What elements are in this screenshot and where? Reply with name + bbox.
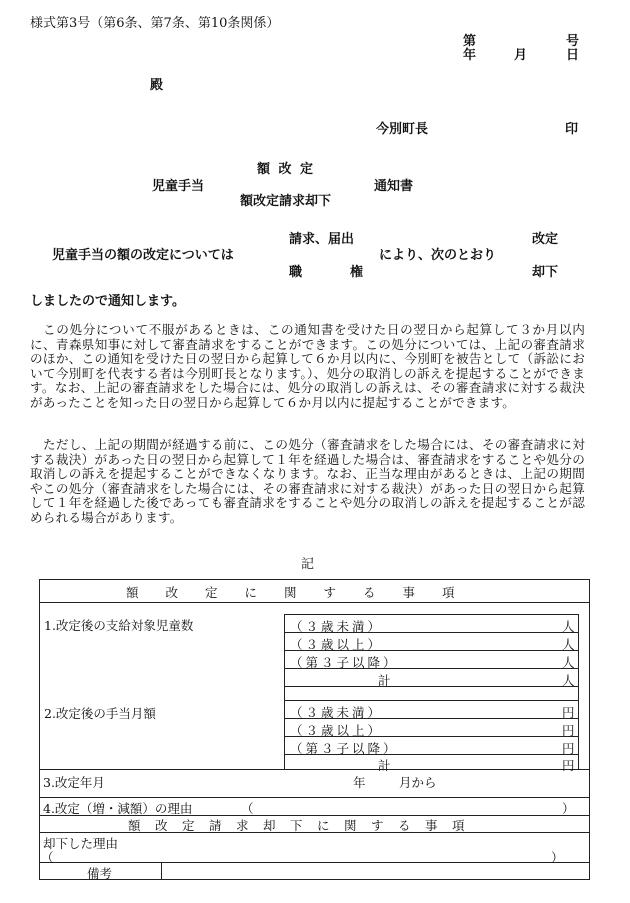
row4-label: 4.改定（増・減額）の理由 (43, 801, 193, 816)
row1-unit-1: 人 (562, 619, 575, 634)
intro-right-bottom: 却下 (532, 265, 559, 280)
body-paragraph-1: この処分について不服があるときは、この通知書を受けた日の翌日から起算して３か月以内に、青森県知事に対して審査請求をすることができます。この処分については、上記の審査請求のほか、この通知を受けた日の翌日から起算して６か月以内に、今別町を被告として（訴訟において今別町を代表する者は今別町長となります。）、処分の取消しの訴えを提起することができます。なお、上記の審査請求をした場合には、処分の取消しの訴えは、その審査請求に対する裁決があったことを知った日の翌日から起算して６か月以内に提起することができます。 (30, 322, 585, 410)
intro-mid-bottom-1: 職 (289, 265, 303, 280)
row2-total: 計 (378, 758, 391, 773)
intro-mid-bottom-2: 権 (350, 265, 364, 280)
row2-label: 2.改定後の手当月額 (44, 706, 156, 721)
issuer-title: 今別町長 (376, 122, 429, 137)
row1-unit-total: 人 (562, 673, 575, 688)
table-header-increase: 額改定に関する事項 (126, 585, 482, 600)
row2-unit-2: 円 (562, 723, 575, 738)
row4-paren-close: ） (562, 801, 575, 816)
row2-sub-third-child: （第３子以降） (290, 741, 399, 756)
row1-sub-third-child: （第３子以降） (290, 655, 399, 670)
title-top: 額 改 定 (257, 162, 316, 177)
reject-paren-close: ） (551, 850, 564, 865)
ki-label: 記 (301, 557, 315, 572)
form-label: 様式第3号（第6条、第7条、第10条関係） (30, 16, 280, 31)
row1-label: 1.改定後の支給対象児童数 (44, 618, 194, 633)
row1-unit-2: 人 (562, 637, 575, 652)
number-go: 号 (566, 34, 580, 49)
row2-sub-over3: （３歳以上） (290, 723, 384, 738)
date-month: 月 (514, 48, 528, 63)
intro-right-top: 改定 (532, 232, 559, 247)
issuer-seal: 印 (565, 122, 579, 137)
remarks-label: 備考 (87, 866, 113, 881)
row3-label: 3.改定年月 (43, 775, 105, 790)
date-day: 日 (566, 48, 580, 63)
row1-unit-3: 人 (562, 655, 575, 670)
intro-mid-top: 請求、届出 (289, 232, 355, 247)
row1-total: 計 (378, 673, 391, 688)
row4-paren-open: （ (241, 801, 254, 816)
row1-sub-over3: （３歳以上） (290, 637, 384, 652)
title-bottom: 額改定請求却下 (240, 194, 332, 209)
row3-month: 月から (399, 775, 437, 790)
date-year: 年 (463, 48, 477, 63)
number-dai: 第 (463, 34, 477, 49)
reject-paren-open: （ (41, 850, 54, 865)
row2-sub-under3: （３歳未満） (290, 705, 384, 720)
row3-year: 年 (353, 775, 366, 790)
table-header-reject: 額改定請求却下に関する事項 (128, 818, 480, 833)
reject-label: 却下した理由 (43, 836, 119, 851)
body-paragraph-2: ただし、上記の期間が経過する前に、この処分（審査請求をした場合には、その審査請求に対する裁決）があった日の翌日から起算して１年を経過した場合は、審査請求をすることや処分の取消しの訴えを提起することができなくなります。なお、正当な理由があるときは、上記の期間やこの処分（審査請求をした場合には、その審査請求に対する裁決）があった日の翌日から起算して１年を経過した後であっても審査請求をすることや処分の取消しの訴えを提起することが認められる場合があります。 (30, 437, 585, 525)
intro-left: 児童手当の額の改定については (52, 248, 234, 263)
addressee: 殿 (150, 78, 164, 93)
intro-middle: により、次のとおり (379, 248, 497, 263)
row2-unit-3: 円 (562, 741, 575, 756)
row2-unit-1: 円 (562, 705, 575, 720)
row1-sub-under3: （３歳未満） (290, 619, 384, 634)
title-left: 児童手当 (152, 179, 205, 194)
title-right: 通知書 (374, 179, 414, 194)
row2-unit-total: 円 (562, 758, 575, 773)
intro-line2: しましたので通知します。 (30, 294, 185, 309)
